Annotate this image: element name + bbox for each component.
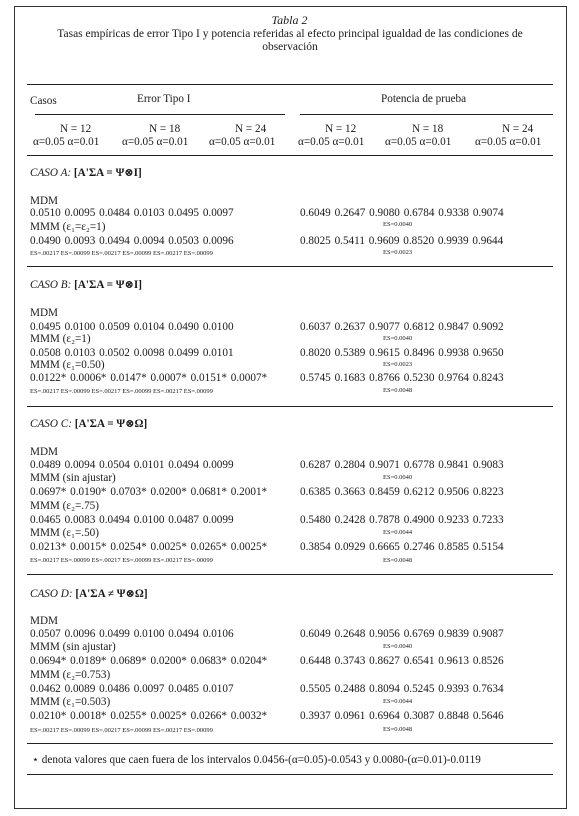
method-name: MMM (ε₂=.75) — [30, 500, 99, 512]
power-values: 0.5505 0.2488 0.8094 0.5245 0.9393 0.7634 — [300, 683, 504, 695]
alpha-label: α=0.05 α=0.01 — [209, 136, 276, 148]
error-values: 0.0465 0.0083 0.0494 0.0100 0.0487 0.0099 — [30, 514, 234, 526]
method-name: MDM — [30, 195, 58, 207]
footnote: ⋆ denota valores que caen fuera de los intervalos 0.0456-(α=0.05)-0.0543 y 0.0080-(α=0.01)-0.0119 — [32, 754, 481, 766]
case-formula: [A'ΣA = Ψ⊗I] — [74, 279, 142, 291]
es-power: ES=0.0048 — [383, 557, 413, 564]
error-values: 0.0507 0.0096 0.0499 0.0100 0.0494 0.0106 — [30, 628, 234, 640]
power-values: 0.8020 0.5389 0.9615 0.8496 0.9938 0.9650 — [300, 347, 504, 359]
case-label: CASO B: — [30, 279, 72, 291]
method-name: MDM — [30, 307, 58, 319]
es-error: ES=.00217 ES=.00099 ES=.00217 ES=.00099 ES=.00217 ES=.00099 — [30, 388, 213, 395]
es-error: ES=.00217 ES=.00099 ES=.00217 ES=.00099 ES=.00217 ES=.00099 — [30, 727, 213, 734]
case-heading — [30, 279, 142, 292]
case-label: CASO C: — [30, 418, 72, 430]
n-label: N = 18 — [149, 123, 181, 135]
es-power: ES=0.0040 — [383, 474, 413, 481]
es-error: ES=.00217 ES=.00099 ES=.00217 ES=.00099 ES=.00217 ES=.00099 — [30, 557, 213, 564]
power-values: 0.6287 0.2804 0.9071 0.6778 0.9841 0.9083 — [300, 459, 504, 471]
alpha-label: α=0.05 α=0.01 — [298, 136, 365, 148]
error-subrule — [35, 114, 285, 115]
power-subrule — [300, 114, 553, 115]
n-label: N = 18 — [412, 123, 444, 135]
case-label: CASO A: — [30, 167, 72, 179]
method-name: MMM (sin ajustar) — [30, 641, 116, 653]
alpha-label: α=0.05 α=0.01 — [33, 136, 100, 148]
alpha-label: α=0.05 α=0.01 — [122, 136, 189, 148]
alpha-label: α=0.05 α=0.01 — [475, 136, 542, 148]
method-name: MDM — [30, 615, 58, 627]
header-casos: Casos — [30, 95, 57, 107]
method-name: MMM (ε₁=.50) — [30, 527, 99, 539]
error-values: 0.0122* 0.0006* 0.0147* 0.0007* 0.0151* 0.0007* — [30, 372, 268, 384]
method-name: MMM (ε₂=1) — [30, 333, 91, 345]
method-name: MMM (ε₁=0.50) — [30, 359, 105, 371]
error-values: 0.0489 0.0094 0.0504 0.0101 0.0494 0.0099 — [30, 459, 234, 471]
es-power: ES=0.0044 — [383, 529, 413, 536]
es-power: ES=0.0023 — [383, 249, 413, 256]
case-rule — [27, 574, 553, 575]
header-rule — [27, 155, 553, 156]
n-label: N = 24 — [502, 123, 534, 135]
error-values: 0.0508 0.0103 0.0502 0.0098 0.0499 0.0101 — [30, 347, 234, 359]
error-values: 0.0490 0.0093 0.0494 0.0094 0.0503 0.0096 — [30, 235, 234, 247]
bottom-rule — [27, 743, 553, 744]
es-power: ES=0.0048 — [383, 387, 413, 394]
case-formula: [A'ΣA ≠ Ψ⊗Ω] — [75, 588, 148, 600]
es-power: ES=0.0044 — [383, 698, 413, 705]
es-power: ES=0.0040 — [383, 335, 413, 342]
method-name: MMM (ε₂=0.753) — [30, 669, 111, 681]
error-values: 0.0510 0.0095 0.0484 0.0103 0.0495 0.0097 — [30, 207, 234, 219]
error-values: 0.0462 0.0089 0.0486 0.0097 0.0485 0.0107 — [30, 683, 234, 695]
power-values: 0.5745 0.1683 0.8766 0.5230 0.9764 0.8243 — [300, 372, 504, 384]
power-values: 0.3854 0.0929 0.6665 0.2746 0.8585 0.5154 — [300, 541, 504, 553]
method-name: MDM — [30, 446, 58, 458]
n-label: N = 12 — [60, 123, 92, 135]
n-label: N = 24 — [235, 123, 267, 135]
power-values: 0.6037 0.2637 0.9077 0.6812 0.9847 0.9092 — [300, 321, 504, 333]
power-values: 0.8025 0.5411 0.9609 0.8520 0.9939 0.9644 — [300, 235, 504, 247]
table-number: Tabla 2 — [271, 13, 308, 27]
alpha-label: α=0.05 α=0.01 — [385, 136, 452, 148]
es-error: ES=.00217 ES=.00099 ES=.00217 ES=.00099 ES=.00217 ES=.00099 — [30, 250, 213, 257]
error-values: 0.0697* 0.0190* 0.0703* 0.0200* 0.0681* 0.2001* — [30, 486, 268, 498]
method-name: MMM (sin ajustar) — [30, 472, 116, 484]
power-values: 0.6385 0.3663 0.8459 0.6212 0.9506 0.8223 — [300, 486, 504, 498]
power-values: 0.3937 0.0961 0.6964 0.3087 0.8848 0.5646 — [300, 710, 504, 722]
power-values: 0.6049 0.2647 0.9080 0.6784 0.9338 0.9074 — [300, 207, 504, 219]
case-label: CASO D: — [30, 588, 73, 600]
case-formula: [A'ΣA = Ψ⊗Ω] — [74, 418, 148, 430]
power-values: 0.6448 0.3743 0.8627 0.6541 0.9613 0.8526 — [300, 655, 504, 667]
es-power: ES=0.0040 — [383, 221, 413, 228]
power-values: 0.6049 0.2648 0.9056 0.6769 0.9839 0.9087 — [300, 628, 504, 640]
case-heading — [30, 588, 148, 601]
table-title: Tasas empíricas de error Tipo I y potencia referidas al efecto principal igualdad de las condiciones de observación — [57, 28, 523, 53]
header-potencia: Potencia de prueba — [381, 93, 467, 105]
method-name: MMM (ε₁=0.503) — [30, 696, 111, 708]
error-values: 0.0210* 0.0018* 0.0255* 0.0025* 0.0266* 0.0032* — [30, 710, 268, 722]
method-name: MMM (ε₁=ε₂=1) — [30, 221, 106, 233]
error-values: 0.0213* 0.0015* 0.0254* 0.0025* 0.0265* 0.0025* — [30, 541, 268, 553]
n-label: N = 12 — [325, 123, 357, 135]
footnote-rule — [27, 774, 553, 775]
top-rule — [27, 84, 553, 85]
es-power: ES=0.0023 — [383, 361, 413, 368]
error-values: 0.0694* 0.0189* 0.0689* 0.0200* 0.0683* 0.0204* — [30, 655, 268, 667]
error-values: 0.0495 0.0100 0.0509 0.0104 0.0490 0.0100 — [30, 321, 234, 333]
case-rule — [27, 406, 553, 407]
header-error-tipo: Error Tipo I — [137, 93, 191, 105]
case-rule — [27, 266, 553, 267]
case-heading — [30, 418, 147, 431]
case-heading — [30, 167, 142, 180]
case-formula: [A'ΣA = Ψ⊗I] — [73, 167, 142, 179]
es-power: ES=0.0048 — [383, 726, 413, 733]
es-power: ES=0.0040 — [383, 643, 413, 650]
power-values: 0.5480 0.2428 0.7878 0.4900 0.9233 0.7233 — [300, 514, 504, 526]
